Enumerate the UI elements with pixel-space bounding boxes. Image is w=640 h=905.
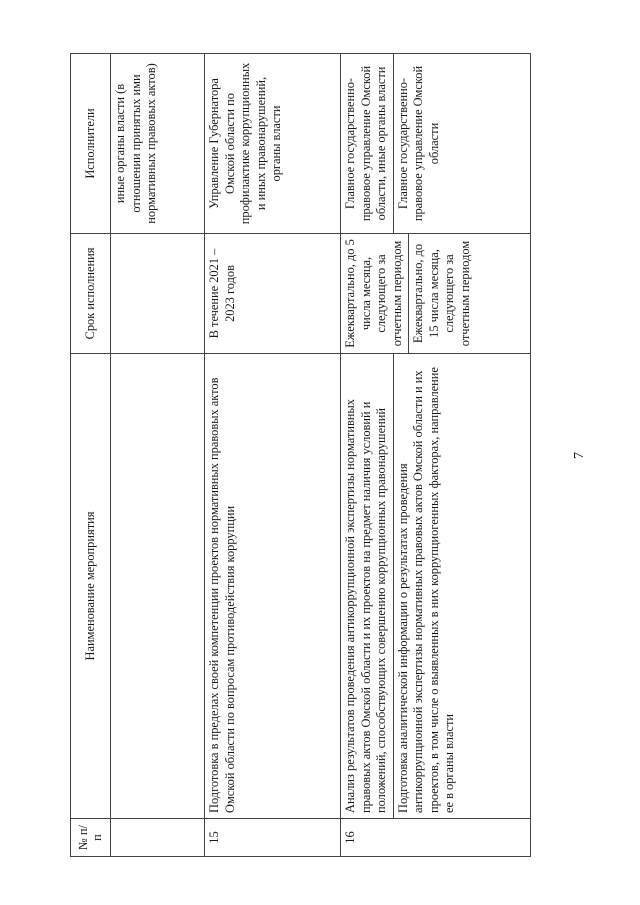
row-16-sub-term: Ежеквартально, до 15 числа месяца, следующего за отчетным периодом (408, 234, 473, 353)
cell-name (341, 354, 531, 819)
row-16-sub-exec: Главное государственно-правовое управление Омской области (393, 54, 443, 233)
cell-name: Подготовка в пределах своей компетенции проектов нормативных правовых актов Омской области по вопросам противодействия коррупции (205, 354, 341, 819)
cell-term (341, 234, 531, 354)
header-num: № п/п (71, 819, 111, 857)
cell-num (111, 819, 205, 857)
cell-exec: иные органы власти (в отношении принятых ими нормативных правовых актов) (111, 54, 205, 234)
cell-exec (341, 54, 531, 234)
cell-num: 16 (341, 819, 531, 857)
table-row-continuation (111, 54, 205, 857)
cell-term: В течение 2021 – 2023 годов (205, 234, 341, 354)
table-header-row (71, 54, 111, 857)
row-16-activity: Анализ результатов проведения антикоррупционной экспертизы нормативных правовых актов Омской области и их проектов на предмет наличия условий и положений, способствующих совершению коррупционных правонарушений (343, 399, 389, 813)
cell-exec: Управление Губернатора Омской области по профилактике коррупционных и иных правонарушений, органы власти (205, 54, 341, 234)
header-name: Наименование мероприятия (71, 354, 111, 819)
row-16-sub-activity: Подготовка аналитической информации о результатах проведения антикоррупционной экспертизы нормативных правовых актов Омской области и их проектов, в том числе о выявленных в них коррупциогенных факторах, направление ее в органы власти (393, 354, 458, 818)
row-16-exec: Главное государственно-правовое управление Омской области, иные органы власти (343, 65, 389, 222)
cell-num: 15 (205, 819, 341, 857)
cell-term (111, 234, 205, 354)
page-number: 7 (572, 452, 587, 459)
header-term: Срок исполнения (71, 234, 111, 354)
cell-name (111, 354, 205, 819)
table-row-16 (341, 54, 531, 857)
header-exec: Исполнители (71, 54, 111, 234)
activities-table (70, 53, 531, 857)
row-16-term: Ежеквартально, до 5 числа месяца, следующего за отчетным периодом (343, 239, 404, 348)
table-row-15 (205, 54, 341, 857)
